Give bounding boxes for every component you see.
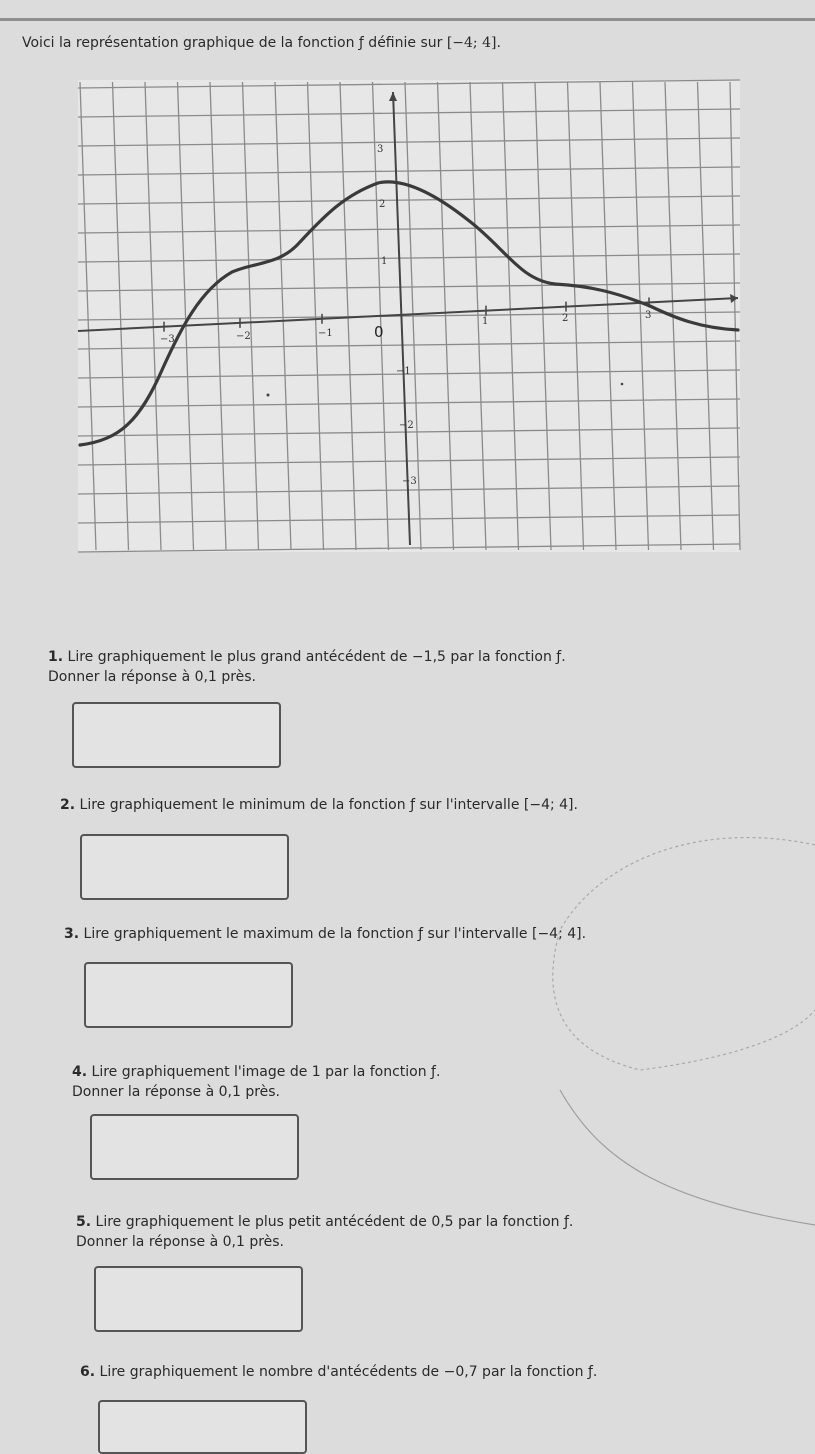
question-text: Lire graphiquement le plus petit antécédent de 0,5 par la fonction ƒ. (95, 1214, 574, 1230)
y-tick-label: −1 (396, 366, 411, 377)
origin-label: 0 (374, 323, 384, 341)
question-number: 3. (64, 926, 80, 942)
intro-interval: [−4; 4]. (446, 35, 501, 51)
question-text: Lire graphiquement l'image de 1 par la fonction ƒ. (91, 1064, 441, 1080)
question-note: Donner la réponse à 0,1 près. (76, 1234, 285, 1250)
y-tick-label: 3 (377, 144, 384, 155)
x-tick-label: 3 (645, 310, 652, 321)
y-tick-label: 2 (379, 199, 386, 210)
x-tick-label: 1 (482, 316, 489, 327)
question-number: 5. (76, 1214, 92, 1230)
question-number: 4. (72, 1064, 88, 1080)
question-text: Lire graphiquement le nombre d'antécédents de −0,7 par la fonction ƒ. (99, 1364, 598, 1380)
question-text: Lire graphiquement le maximum de la fonction ƒ sur l'intervalle [−4; 4]. (83, 926, 587, 942)
x-tick-label: −2 (236, 331, 251, 342)
question-text: Lire graphiquement le minimum de la fonction ƒ sur l'intervalle [−4; 4]. (79, 797, 578, 813)
question-text: Lire graphiquement le plus grand antécédent de −1,5 par la fonction ƒ. (67, 649, 566, 665)
x-tick-label: 2 (562, 313, 569, 324)
y-tick-label: 1 (381, 256, 388, 267)
fold-curve (560, 1090, 815, 1225)
question-number: 1. (48, 649, 64, 665)
y-tick-label: −3 (402, 476, 417, 487)
fold-curve (553, 838, 815, 1070)
question-number: 2. (60, 797, 76, 813)
question-number: 6. (80, 1364, 96, 1380)
y-tick-label: −2 (399, 420, 414, 431)
question-note: Donner la réponse à 0,1 près. (72, 1084, 281, 1100)
x-tick-label: −1 (318, 328, 333, 339)
question-note: Donner la réponse à 0,1 près. (48, 669, 257, 685)
intro-text: Voici la représentation graphique de la fonction ƒ définie sur (22, 35, 447, 51)
x-tick-label: −3 (160, 334, 175, 345)
